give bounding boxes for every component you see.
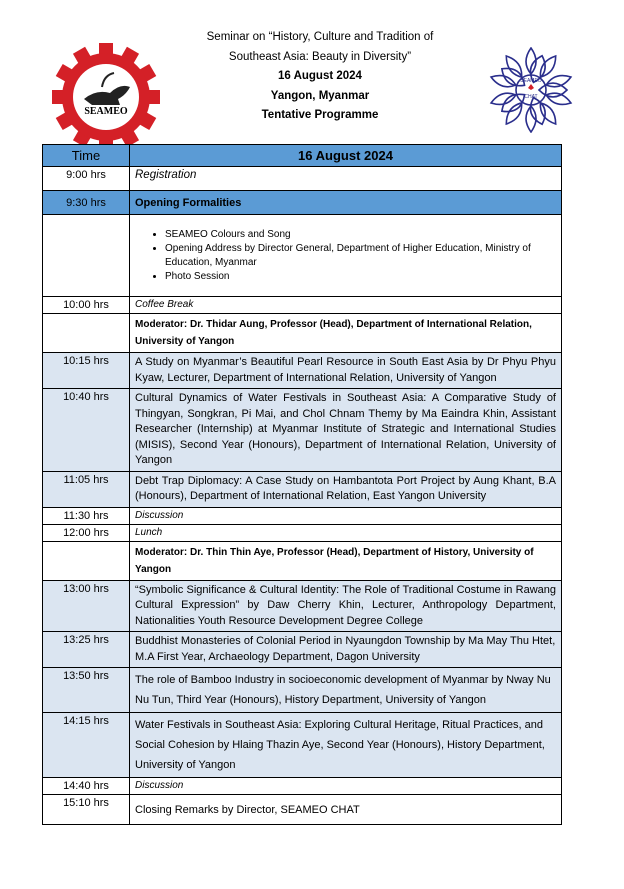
svg-text:SEAMEO: SEAMEO bbox=[84, 106, 128, 117]
session-cell: Discussion bbox=[130, 507, 562, 524]
time-cell bbox=[43, 215, 130, 297]
moderator-cell: Moderator: Dr. Thin Thin Aye, Professor (Head), Department of History, University of Yangon bbox=[130, 541, 562, 580]
opening-items-list bbox=[135, 228, 556, 284]
session-cell: Water Festivals in Southeast Asia: Exploring Cultural Heritage, Ritual Practices, and Social Cohesion by Hlaing Thazin Aye, Second Year (Honours), History Department, University of Yangon bbox=[130, 713, 562, 778]
table-header-row bbox=[43, 145, 562, 167]
moderator-cell: Moderator: Dr. Thidar Aung, Professor (Head), Department of International Relation, University of Yangon bbox=[130, 314, 562, 353]
table-row bbox=[43, 471, 562, 507]
table-row bbox=[43, 353, 562, 389]
table-row bbox=[43, 668, 562, 713]
time-cell: 10:40 hrs bbox=[43, 389, 130, 472]
time-cell: 11:05 hrs bbox=[43, 471, 130, 507]
seameo-chat-logo bbox=[488, 47, 574, 133]
table-row bbox=[43, 632, 562, 668]
programme-subtitle: Tentative Programme bbox=[261, 109, 379, 121]
table-row bbox=[43, 580, 562, 632]
table-row bbox=[43, 191, 562, 215]
table-row bbox=[43, 778, 562, 795]
table-row bbox=[43, 524, 562, 541]
seameo-logo bbox=[52, 43, 160, 151]
time-cell: 14:40 hrs bbox=[43, 778, 130, 795]
svg-text:CHAT: CHAT bbox=[524, 94, 538, 100]
session-cell: A Study on Myanmar’s Beautiful Pearl Resource in South East Asia by Dr Phyu Phyu Kyaw, Lecturer, Department of International Relation, University of Yangon bbox=[130, 353, 562, 389]
programme-table bbox=[42, 144, 562, 825]
table-row bbox=[43, 507, 562, 524]
session-cell: Buddhist Monasteries of Colonial Period in Nyaungdon Township by Ma May Thu Htet, M.A First Year, Archaeology Department, Dagon University bbox=[130, 632, 562, 668]
programme-title bbox=[160, 28, 480, 126]
session-cell: Registration bbox=[130, 167, 562, 191]
time-cell: 11:30 hrs bbox=[43, 507, 130, 524]
time-cell bbox=[43, 541, 130, 580]
time-cell: 12:00 hrs bbox=[43, 524, 130, 541]
list-item: • SEAMEO Colours and Song bbox=[165, 228, 556, 242]
document-header bbox=[0, 0, 624, 140]
time-cell bbox=[43, 314, 130, 353]
table-row bbox=[43, 795, 562, 825]
seminar-title-line2: Southeast Asia: Beauty in Diversity” bbox=[228, 50, 412, 63]
session-cell: The role of Bamboo Industry in socioeconomic development of Myanmar by Nway Nu Nu Tun, Third Year (Honours), History Department, University of Yangon bbox=[130, 668, 562, 713]
table-row bbox=[43, 167, 562, 191]
table-row bbox=[43, 713, 562, 778]
list-item: • Opening Address by Director General, Department of Higher Education, Ministry of Education, Myanmar bbox=[165, 242, 556, 270]
session-cell: Opening Formalities bbox=[130, 191, 562, 215]
table-row bbox=[43, 541, 562, 580]
seminar-place: Yangon, Myanmar bbox=[270, 89, 370, 102]
seminar-date: 16 August 2024 bbox=[278, 70, 362, 82]
time-cell: 13:25 hrs bbox=[43, 632, 130, 668]
time-cell: 10:00 hrs bbox=[43, 297, 130, 314]
table-row bbox=[43, 314, 562, 353]
time-cell: 14:15 hrs bbox=[43, 713, 130, 778]
time-cell: 13:50 hrs bbox=[43, 668, 130, 713]
time-cell: 9:00 hrs bbox=[43, 167, 130, 191]
session-cell: Coffee Break bbox=[130, 297, 562, 314]
date-column-header: 16 August 2024 bbox=[130, 145, 562, 167]
session-cell: Closing Remarks by Director, SEAMEO CHAT bbox=[130, 795, 562, 825]
time-cell: 9:30 hrs bbox=[43, 191, 130, 215]
time-column-header: Time bbox=[43, 145, 130, 167]
session-cell: Lunch bbox=[130, 524, 562, 541]
session-cell: Discussion bbox=[130, 778, 562, 795]
time-cell: 13:00 hrs bbox=[43, 580, 130, 632]
svg-text:SEAMEO: SEAMEO bbox=[520, 78, 542, 84]
session-cell: Cultural Dynamics of Water Festivals in Southeast Asia: A Comparative Study of Thingyan, Songkran, Pi Mai, and Chol Chnam Themy by Ma Eaindra Khin, Assistant Researcher (Internship) at Myanmar Institute of Strategic and International Studies (MISIS), Second Year (Honours), Department of International Relation, University of Yangon bbox=[130, 389, 562, 472]
table-row bbox=[43, 215, 562, 297]
table-row bbox=[43, 297, 562, 314]
time-cell: 10:15 hrs bbox=[43, 353, 130, 389]
time-cell: 15:10 hrs bbox=[43, 795, 130, 825]
session-cell: “Symbolic Significance & Cultural Identity: The Role of Traditional Costume in Rawang Cultural Expression” by Daw Cherry Khin, Lecturer, Anthropology Department, Nationalities Youth Resource Development Degree College bbox=[130, 580, 562, 632]
session-cell: Debt Trap Diplomacy: A Case Study on Hambantota Port Project by Aung Khant, B.A (Honours), Department of International Relation, East Yangon University bbox=[130, 471, 562, 507]
table-row bbox=[43, 389, 562, 472]
list-item: • Photo Session bbox=[165, 270, 556, 284]
session-cell bbox=[130, 215, 562, 297]
seminar-title-line1: Seminar on “History, Culture and Tradition of bbox=[206, 31, 434, 43]
